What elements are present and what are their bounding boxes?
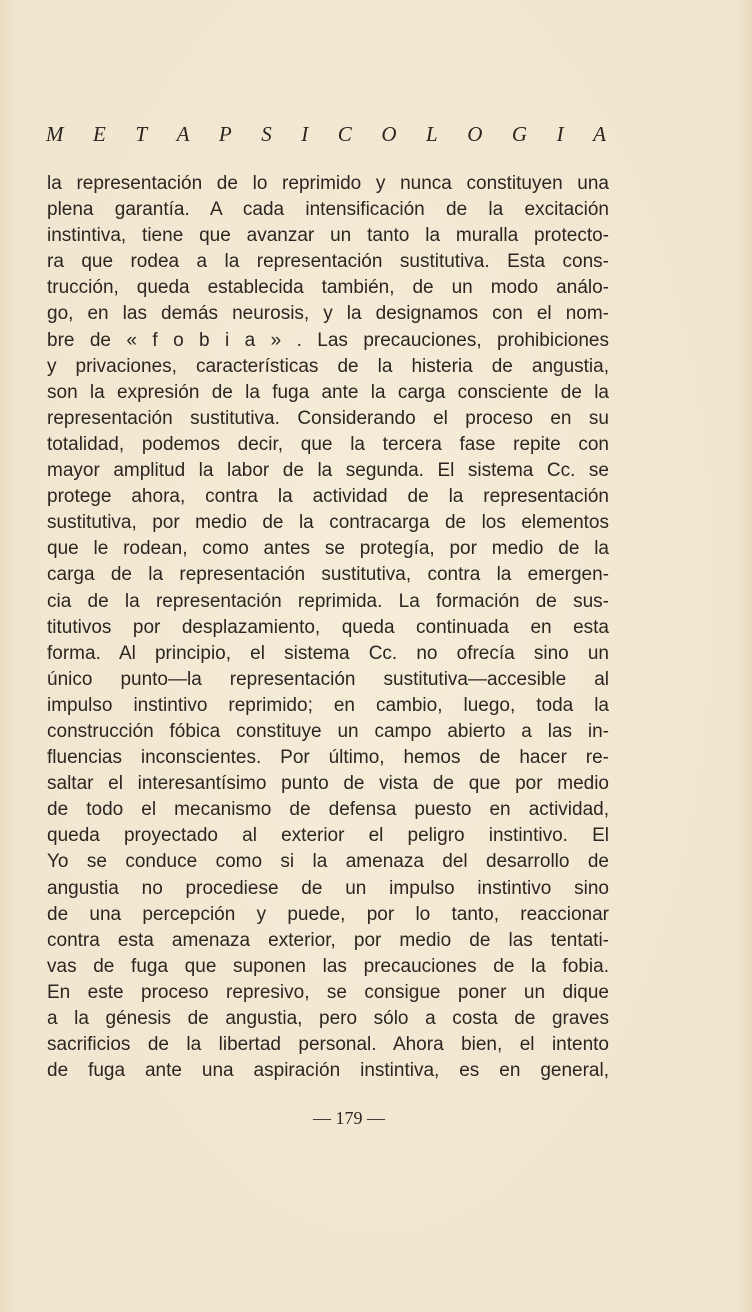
running-head-letter: M (46, 122, 64, 146)
text-line: instintiva, tiene que avanzar un tanto la muralla protecto- (47, 225, 609, 247)
running-head-letter: C (337, 122, 352, 146)
running-head-letter: G (511, 122, 528, 146)
text-line: impulso instintivo reprimido; en cambio, luego, toda la (47, 694, 609, 716)
running-head-letter: E (93, 122, 106, 146)
running-head-letter: P (218, 122, 232, 146)
text-line: representación sustitutiva. Considerando el proceso en su (47, 407, 609, 429)
text-line: queda proyectado al exterior el peligro instintivo. El (47, 825, 609, 847)
running-head-letter: O (381, 122, 397, 146)
text-line: sacrificios de la libertad personal. Ahora bien, el intento (47, 1034, 609, 1056)
text-line: go, en las demás neurosis, y la designamos con el nom- (47, 303, 609, 325)
text-line: de una percepción y puede, por lo tanto, reaccionar (47, 903, 609, 925)
text-line: de fuga ante una aspiración instintiva, es en general, (47, 1060, 609, 1082)
text-line: la representación de lo reprimido y nunca constituyen una (47, 173, 609, 194)
text-line: En este proceso represivo, se consigue poner un dique (47, 981, 609, 1003)
text-line: de todo el mecanismo de defensa puesto en actividad, (47, 799, 609, 821)
running-head-letter: T (135, 122, 148, 146)
running-head-letter: L (426, 122, 438, 146)
text-line: ra que rodea a la representación sustitutiva. Esta cons- (47, 251, 609, 273)
text-line: forma. Al principio, el sistema Cc. no ofrecía sino un (47, 642, 609, 664)
running-head-letter: O (467, 122, 483, 146)
text-line: son la expresión de la fuga ante la carga consciente de la (47, 381, 609, 403)
text-line: sustitutiva, por medio de la contracarga de los elementos (47, 512, 609, 534)
page-number-label: — 179 — (313, 1108, 385, 1128)
text-line: a la génesis de angustia, pero sólo a costa de graves (47, 1008, 609, 1029)
text-line: plena garantía. A cada intensificación de la excitación (47, 199, 609, 221)
text-line: carga de la representación sustitutiva, contra la emergen- (47, 564, 609, 586)
text-line: y privaciones, características de la histeria de angustia, (47, 355, 609, 377)
body-text (47, 171, 609, 1084)
text-line: fluencias inconscientes. Por último, hemos de hacer re- (47, 747, 609, 769)
running-head (46, 122, 606, 147)
running-head-letter: A (176, 122, 190, 146)
text-line: que le rodean, como antes se protegía, por medio de la (47, 538, 609, 560)
running-head-letter: A (593, 122, 606, 146)
text-line: vas de fuga que suponen las precauciones de la fobia. (47, 955, 609, 977)
running-head-letter: I (556, 122, 564, 146)
text-line: único punto—la representación sustitutiva—accesible al (47, 668, 609, 690)
text-line: titutivos por desplazamiento, queda continuada en esta (47, 616, 609, 638)
text-line: construcción fóbica constituye un campo abierto a las in- (47, 720, 609, 742)
text-line: cia de la representación reprimida. La formación de sus- (47, 590, 609, 612)
text-line: totalidad, podemos decir, que la tercera fase repite con (47, 433, 609, 455)
page-number (0, 1108, 752, 1129)
text-line: protege ahora, contra la actividad de la representación (47, 486, 609, 508)
text-line: angustia no procediese de un impulso instintivo sino (47, 877, 609, 899)
running-head-letter: I (301, 122, 309, 146)
text-line: Yo se conduce como si la amenaza del desarrollo de (47, 851, 609, 873)
text-line: mayor amplitud la labor de la segunda. El sistema Cc. se (47, 460, 609, 482)
running-head-letter: S (261, 122, 272, 146)
text-line: trucción, queda establecida también, de un modo análo- (47, 277, 609, 299)
text-line: bre de « f o b i a » . Las precauciones, prohibiciones (47, 329, 609, 351)
text-line: contra esta amenaza exterior, por medio de las tentati- (47, 929, 609, 951)
text-line: saltar el interesantísimo punto de vista de que por medio (47, 773, 609, 795)
